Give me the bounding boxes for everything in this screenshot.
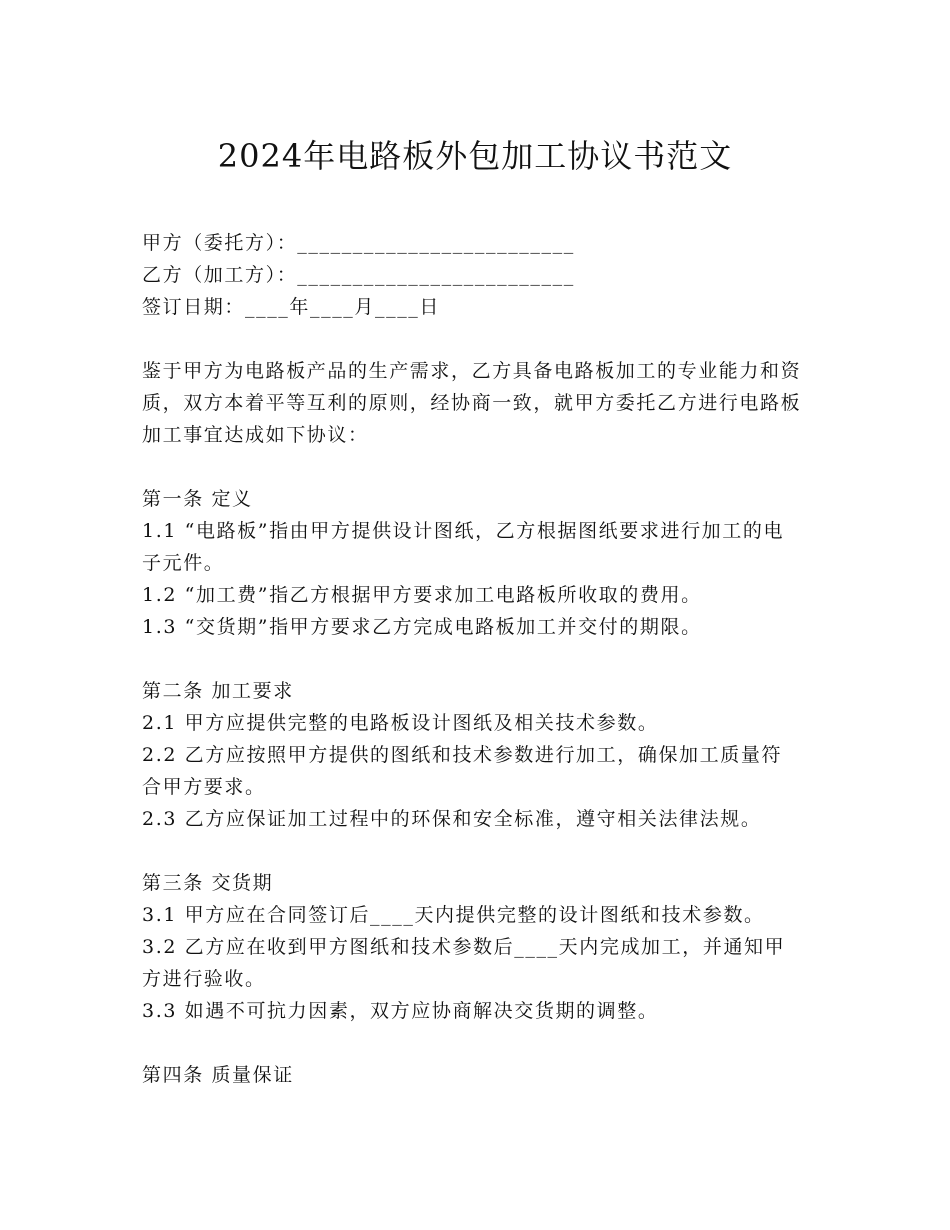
article-heading: 第二条 加工要求 [142, 680, 294, 702]
clause: 3.3 如遇不可抗力因素，双方应协商解决交货期的调整。 [142, 1000, 659, 1022]
spacer [142, 323, 802, 355]
party-a-line: 甲方（委托方）：_________________________ [142, 232, 575, 254]
spacer [142, 451, 802, 483]
document-title: 2024年电路板外包加工协议书范文 [217, 137, 733, 175]
clause: 3.1 甲方应在合同签订后____天内提供完整的设计图纸和技术参数。 [142, 904, 765, 926]
party-b-line: 乙方（加工方）：_________________________ [142, 264, 575, 286]
article-heading: 第三条 交货期 [142, 872, 274, 894]
clause: 1.3 “交货期”指甲方要求乙方完成电路板加工并交付的期限。 [142, 616, 702, 638]
clause: 1.1 “电路板”指由甲方提供设计图纸，乙方根据图纸要求进行加工的电子元件。 [142, 520, 785, 574]
clause: 2.2 乙方应按照甲方提供的图纸和技术参数进行加工，确保加工质量符合甲方要求。 [142, 744, 783, 798]
document-body [142, 227, 802, 1091]
article-heading: 第一条 定义 [142, 488, 253, 510]
sign-date-line: 签订日期：____年____月____日 [142, 296, 441, 318]
clause: 3.2 乙方应在收到甲方图纸和技术参数后____天内完成加工，并通知甲方进行验收。 [142, 936, 786, 990]
spacer [142, 835, 802, 867]
spacer [142, 643, 802, 675]
article-heading: 第四条 质量保证 [142, 1064, 294, 1086]
preamble-paragraph: 鉴于甲方为电路板产品的生产需求，乙方具备电路板加工的专业能力和资质，双方本着平等互利的原则，经协商一致，就甲方委托乙方进行电路板加工事宜达成如下协议： [142, 360, 802, 446]
spacer [142, 1027, 802, 1059]
clause: 2.1 甲方应提供完整的电路板设计图纸及相关技术参数。 [142, 712, 659, 734]
clause: 2.3 乙方应保证加工过程中的环保和安全标准，遵守相关法律法规。 [142, 808, 762, 830]
clause: 1.2 “加工费”指乙方根据甲方要求加工电路板所收取的费用。 [142, 584, 702, 606]
